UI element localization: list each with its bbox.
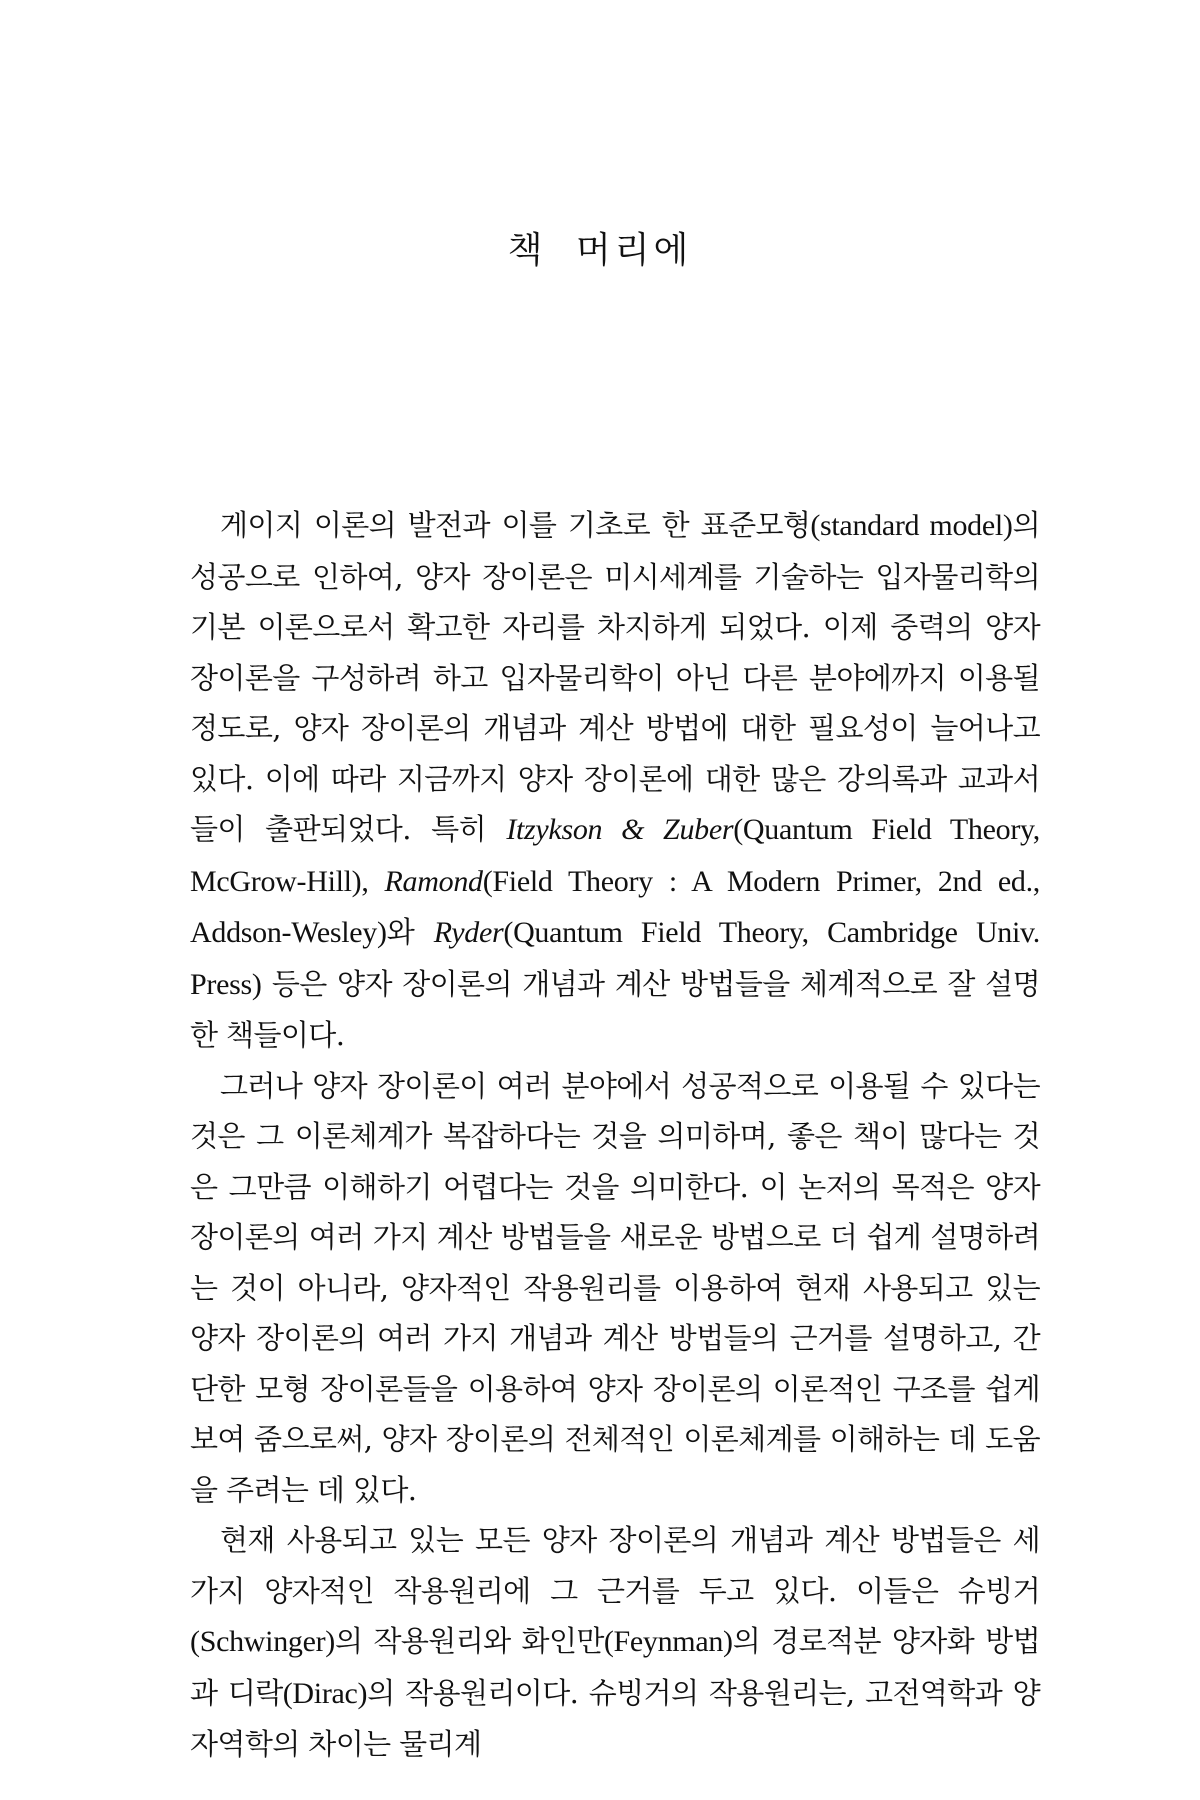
- paragraph-3-term-dirac: (Dirac): [282, 1676, 368, 1710]
- reference-author-ramond: Ramond: [384, 864, 483, 898]
- paragraph-1-text-b: 의 성공으로 인하여, 양자 장이론은 미시세계를 기술하는 입자물리학의 기본 이론으로서 확고한 자리를 차지하게 되었다. 이제 중력의 양자 장이론을 구성하려 하고 입자물리학이 아닌 다른 분야에까지 이용될 정도로, 양자 장이론의 개념과 계산 방법에 대한 필요성이 늘어나고 있다. 이에 따라 지금까지 양자 장이론에 대한 많은 강의록과 교과서들이 출판되었다. 특히: [190, 508, 1041, 846]
- reference-book-2: (Field Theory : A Modern Primer, 2nd ed., Addson-Wesley): [190, 864, 1040, 949]
- reference-author-ryder: Ryder: [433, 916, 504, 949]
- paragraph-3: [190, 1515, 1040, 1770]
- reference-book-1: (Quantum Field Theory, McGrow-Hill),: [190, 813, 1040, 898]
- paragraph-3-term-schwinger: (Schwinger): [190, 1625, 335, 1658]
- paragraph-3-text-a: 현재 사용되고 있는 모든 양자 장이론의 개념과 계산 방법들은 세 가지 양자적인 작용원리에 그 근거를 두고 있다. 이들은 슈빙거: [190, 1523, 1040, 1608]
- paragraph-1: [190, 500, 1040, 1061]
- page-title: 책 머리에: [507, 230, 693, 271]
- paragraph-1-text-c: 등은 양자 장이론의 개념과 계산 방법들을 체계적으로 잘 설명한 책들이다.: [190, 966, 1040, 1052]
- paragraph-3-term-feynman: (Feynman): [603, 1625, 733, 1658]
- paragraph-1-conjunction: 와: [386, 915, 434, 949]
- paragraph-3-text-d: 의 작용원리이다. 슈빙거의 작용원리는, 고전역학과 양자역학의 차이는 물리계: [190, 1675, 1040, 1761]
- preface-body: [190, 500, 1040, 1770]
- reference-book-3: (Quantum Field Theory, Cambridge Univ. Press): [190, 916, 1040, 1001]
- paragraph-3-text-b: 의 작용원리와 화인만: [335, 1624, 604, 1658]
- paragraph-2: 그러나 양자 장이론이 여러 분야에서 성공적으로 이용될 수 있다는 것은 그 이론체계가 복잡하다는 것을 의미하며, 좋은 책이 많다는 것은 그만큼 이해하기 어렵다는 것을 의미한다. 이 논저의 목적은 양자 장이론의 여러 가지 계산 방법들을 새로운 방법으로 더 쉽게 설명하려는 것이 아니라, 양자적인 작용원리를 이용하여 현재 사용되고 있는 양자 장이론의 여러 가지 개념과 계산 방법들의 근거를 설명하고, 간단한 모형 장이론들을 이용하여 양자 장이론의 이론적인 구조를 쉽게 보여 줌으로써, 양자 장이론의 전체적인 이론체계를 이해하는 데 도움을 주려는 데 있다.: [190, 1068, 1040, 1507]
- paragraph-1-text-a: 게이지 이론의 발전과 이를 기초로 한 표준모형: [220, 508, 811, 542]
- reference-author-itzykson-zuber: Itzykson & Zuber: [506, 813, 734, 846]
- paragraph-3-text-c: 의 경로적분 양자화 방법과 디락: [190, 1624, 1041, 1710]
- paragraph-1-term-standard-model: (standard model): [810, 509, 1013, 542]
